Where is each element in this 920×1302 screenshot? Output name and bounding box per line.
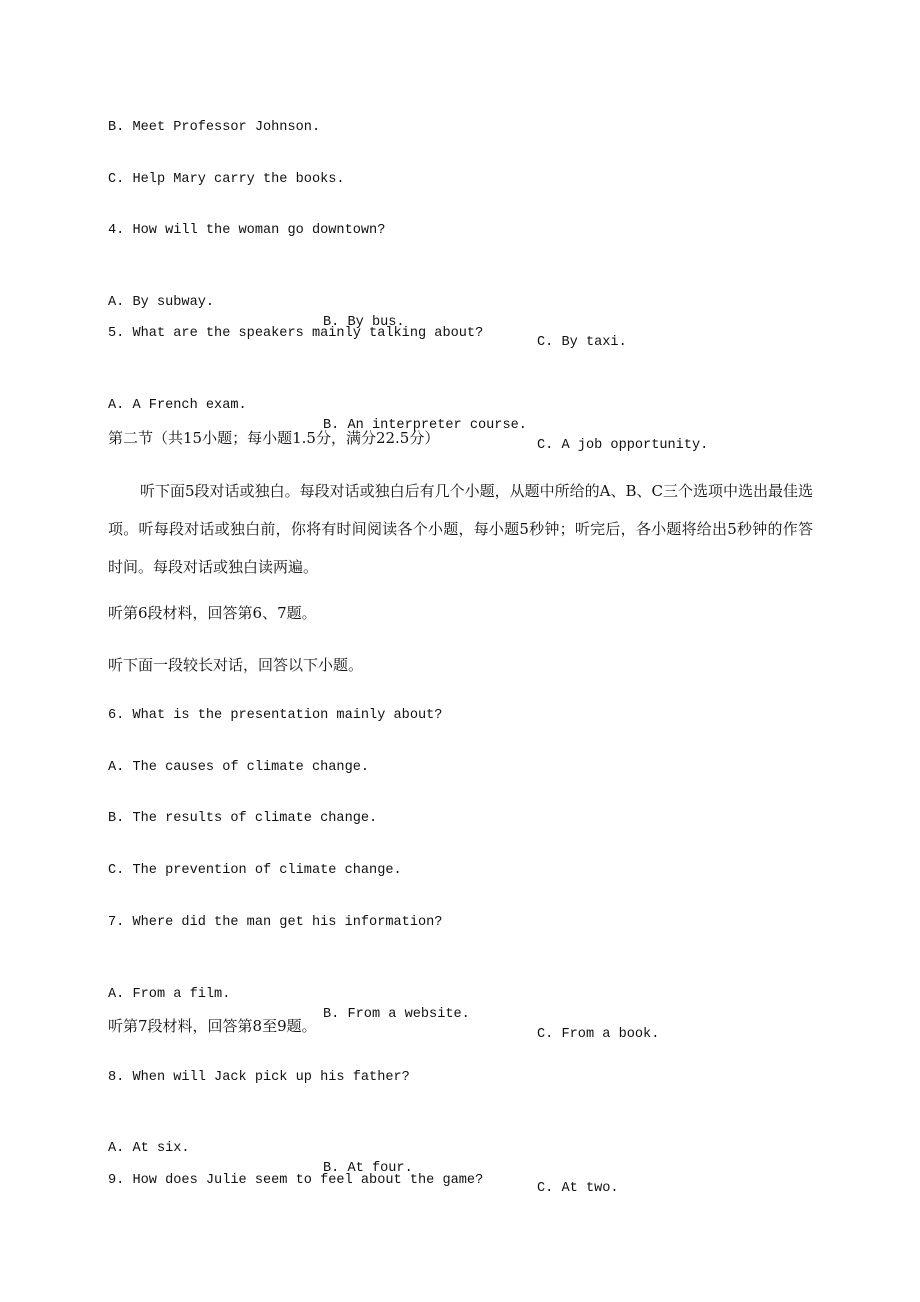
- question-4: 4. How will the woman go downtown?: [108, 223, 386, 238]
- q6-option-c: C. The prevention of climate change.: [108, 863, 402, 878]
- option-b: B. From a website.: [323, 1007, 470, 1022]
- option-a: A. By subway.: [108, 295, 215, 310]
- option-a: A. A French exam.: [108, 398, 247, 413]
- q8-options: [108, 1119, 808, 1219]
- option-a: A. From a film.: [108, 987, 231, 1002]
- q6-option-a: A. The causes of climate change.: [108, 760, 370, 775]
- question-6: 6. What is the presentation mainly about?: [108, 708, 443, 723]
- option-c: C. By taxi.: [537, 335, 627, 350]
- option-b: B. An interpreter course.: [323, 418, 527, 433]
- q6-option-b: B. The results of climate change.: [108, 811, 378, 826]
- option-b: B. At four.: [323, 1161, 413, 1176]
- q7-options: [108, 965, 808, 1065]
- option-c: C. From a book.: [537, 1027, 660, 1042]
- option-a: A. At six.: [108, 1141, 190, 1156]
- option-c: C. A job opportunity.: [537, 438, 709, 453]
- instructions-paragraph: 听下面5段对话或独白。每段对话或独白后有几个小题，从题中所给的A、B、C三个选项中选出最佳选项。听每段对话或独白前，你将有时间阅读各个小题，每小题5秒钟；听完后，各小题将给出5秒钟的作答时间。每段对话或独白读两遍。: [108, 482, 813, 576]
- q3-option-b: B. Meet Professor Johnson.: [108, 120, 321, 135]
- section-heading: 第二节（共15小题；每小题1.5分，满分22.5分）: [108, 429, 440, 447]
- material-6-heading: 听第6段材料，回答第6、7题。: [108, 604, 317, 622]
- q4-options: [108, 273, 808, 373]
- option-c: C. At two.: [537, 1181, 619, 1196]
- option-b: B. By bus.: [323, 315, 405, 330]
- question-7: 7. Where did the man get his information?: [108, 915, 443, 930]
- question-9: 9. How does Julie seem to feel about the game?: [108, 1173, 484, 1188]
- q3-option-c: C. Help Mary carry the books.: [108, 172, 345, 187]
- material-7-heading: 听第7段材料，回答第8至9题。: [108, 1017, 317, 1035]
- dialogue-instruction: 听下面一段较长对话，回答以下小题。: [108, 656, 364, 674]
- question-8: 8. When will Jack pick up his father?: [108, 1070, 410, 1085]
- q5-options: [108, 376, 808, 476]
- question-5: 5. What are the speakers mainly talking about?: [108, 326, 484, 341]
